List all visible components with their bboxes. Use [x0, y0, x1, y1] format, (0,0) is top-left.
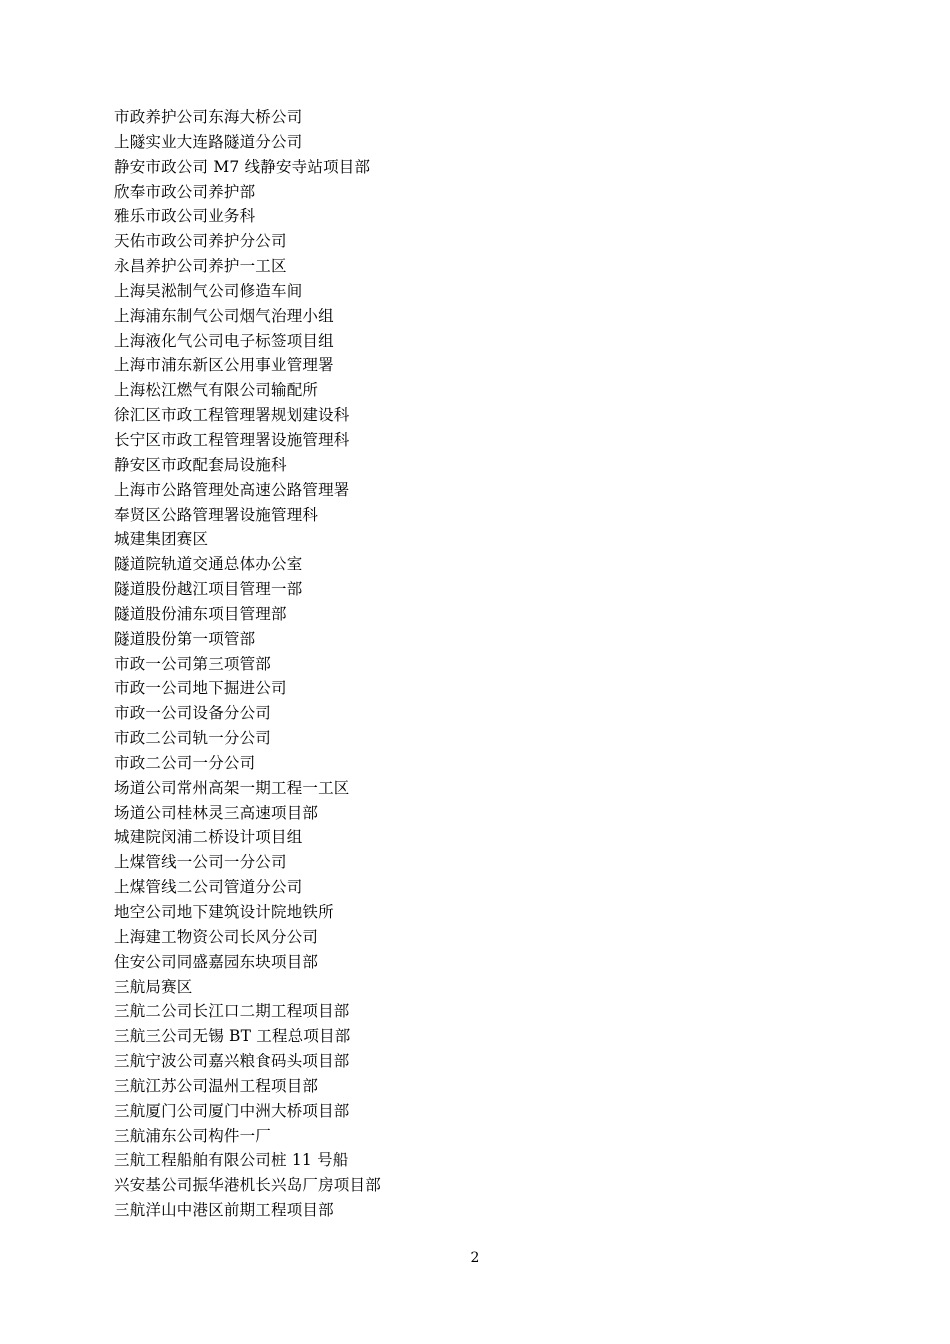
section-heading: 三航局赛区	[114, 977, 193, 996]
list-item: 市政一公司设备分公司	[114, 704, 272, 723]
list-item: 三航江苏公司温州工程项目部	[114, 1076, 319, 1095]
list-item: 上煤管线二公司管道分公司	[114, 878, 303, 897]
section-heading: 城建集团赛区	[114, 530, 209, 549]
list-item: 住安公司同盛嘉园东块项目部	[114, 952, 319, 971]
list-item: 地空公司地下建筑设计院地铁所	[114, 903, 334, 921]
list-item: 静安区市政配套局设施科	[114, 455, 287, 474]
list-item: 三航三公司无锡 BT 工程总项目部	[114, 1027, 351, 1046]
list-item: 奉贤区公路管理署设施管理科	[114, 505, 319, 524]
page-number: 2	[470, 1250, 480, 1266]
list-item: 三航洋山中港区前期工程项目部	[114, 1201, 334, 1220]
list-item: 隧道股份第一项管部	[114, 629, 256, 648]
list-item: 市政二公司轨一分公司	[114, 729, 272, 748]
list-item: 永昌养护公司养护一工区	[114, 257, 287, 276]
list-item: 隧道股份越江项目管理一部	[114, 580, 303, 599]
list-item: 隧道股份浦东项目管理部	[114, 604, 287, 623]
list-item: 上海浦东制气公司烟气治理小组	[114, 306, 334, 325]
list-item: 市政养护公司东海大桥公司	[114, 108, 303, 126]
list-item: 上煤管线一公司一分公司	[114, 853, 287, 872]
list-item: 三航二公司长江口二期工程项目部	[114, 1002, 350, 1021]
list-item: 上海市公路管理处高速公路管理署	[114, 480, 350, 499]
list-item: 上海建工物资公司长风分公司	[114, 927, 319, 946]
list-item: 兴安基公司振华港机长兴岛厂房项目部	[114, 1176, 381, 1195]
list-item: 场道公司常州高架一期工程一工区	[114, 778, 350, 797]
list-item: 市政二公司一分公司	[114, 753, 256, 772]
list-item: 欣奉市政公司养护部	[114, 182, 256, 201]
list-item: 徐汇区市政工程管理署规划建设科	[114, 406, 350, 425]
list-item: 上海吴淞制气公司修造车间	[114, 281, 303, 300]
list-item: 隧道院轨道交通总体办公室	[114, 555, 303, 574]
list-item: 三航浦东公司构件一厂	[114, 1126, 272, 1145]
list-item: 市政一公司地下掘进公司	[114, 679, 287, 698]
list-item: 场道公司桂林灵三高速项目部	[114, 803, 319, 822]
list-item: 市政一公司第三项管部	[114, 654, 272, 673]
organization-list	[114, 105, 381, 1223]
list-item: 长宁区市政工程管理署设施管理科	[114, 430, 350, 449]
list-item: 上海市浦东新区公用事业管理署	[114, 356, 334, 375]
list-item: 上隧实业大连路隧道分公司	[114, 132, 303, 151]
list-item: 城建院闵浦二桥设计项目组	[114, 828, 303, 847]
list-item: 静安市政公司 M7 线静安寺站项目部	[114, 157, 371, 176]
list-item: 雅乐市政公司业务科	[114, 207, 256, 226]
list-item: 天佑市政公司养护分公司	[114, 232, 287, 251]
list-item: 三航宁波公司嘉兴粮食码头项目部	[114, 1052, 350, 1071]
list-item: 上海液化气公司电子标签项目组	[114, 331, 334, 350]
list-item: 三航厦门公司厦门中洲大桥项目部	[114, 1101, 350, 1120]
list-item: 三航工程船舶有限公司桩 11 号船	[114, 1151, 349, 1170]
list-item: 上海松江燃气有限公司输配所	[114, 381, 319, 400]
